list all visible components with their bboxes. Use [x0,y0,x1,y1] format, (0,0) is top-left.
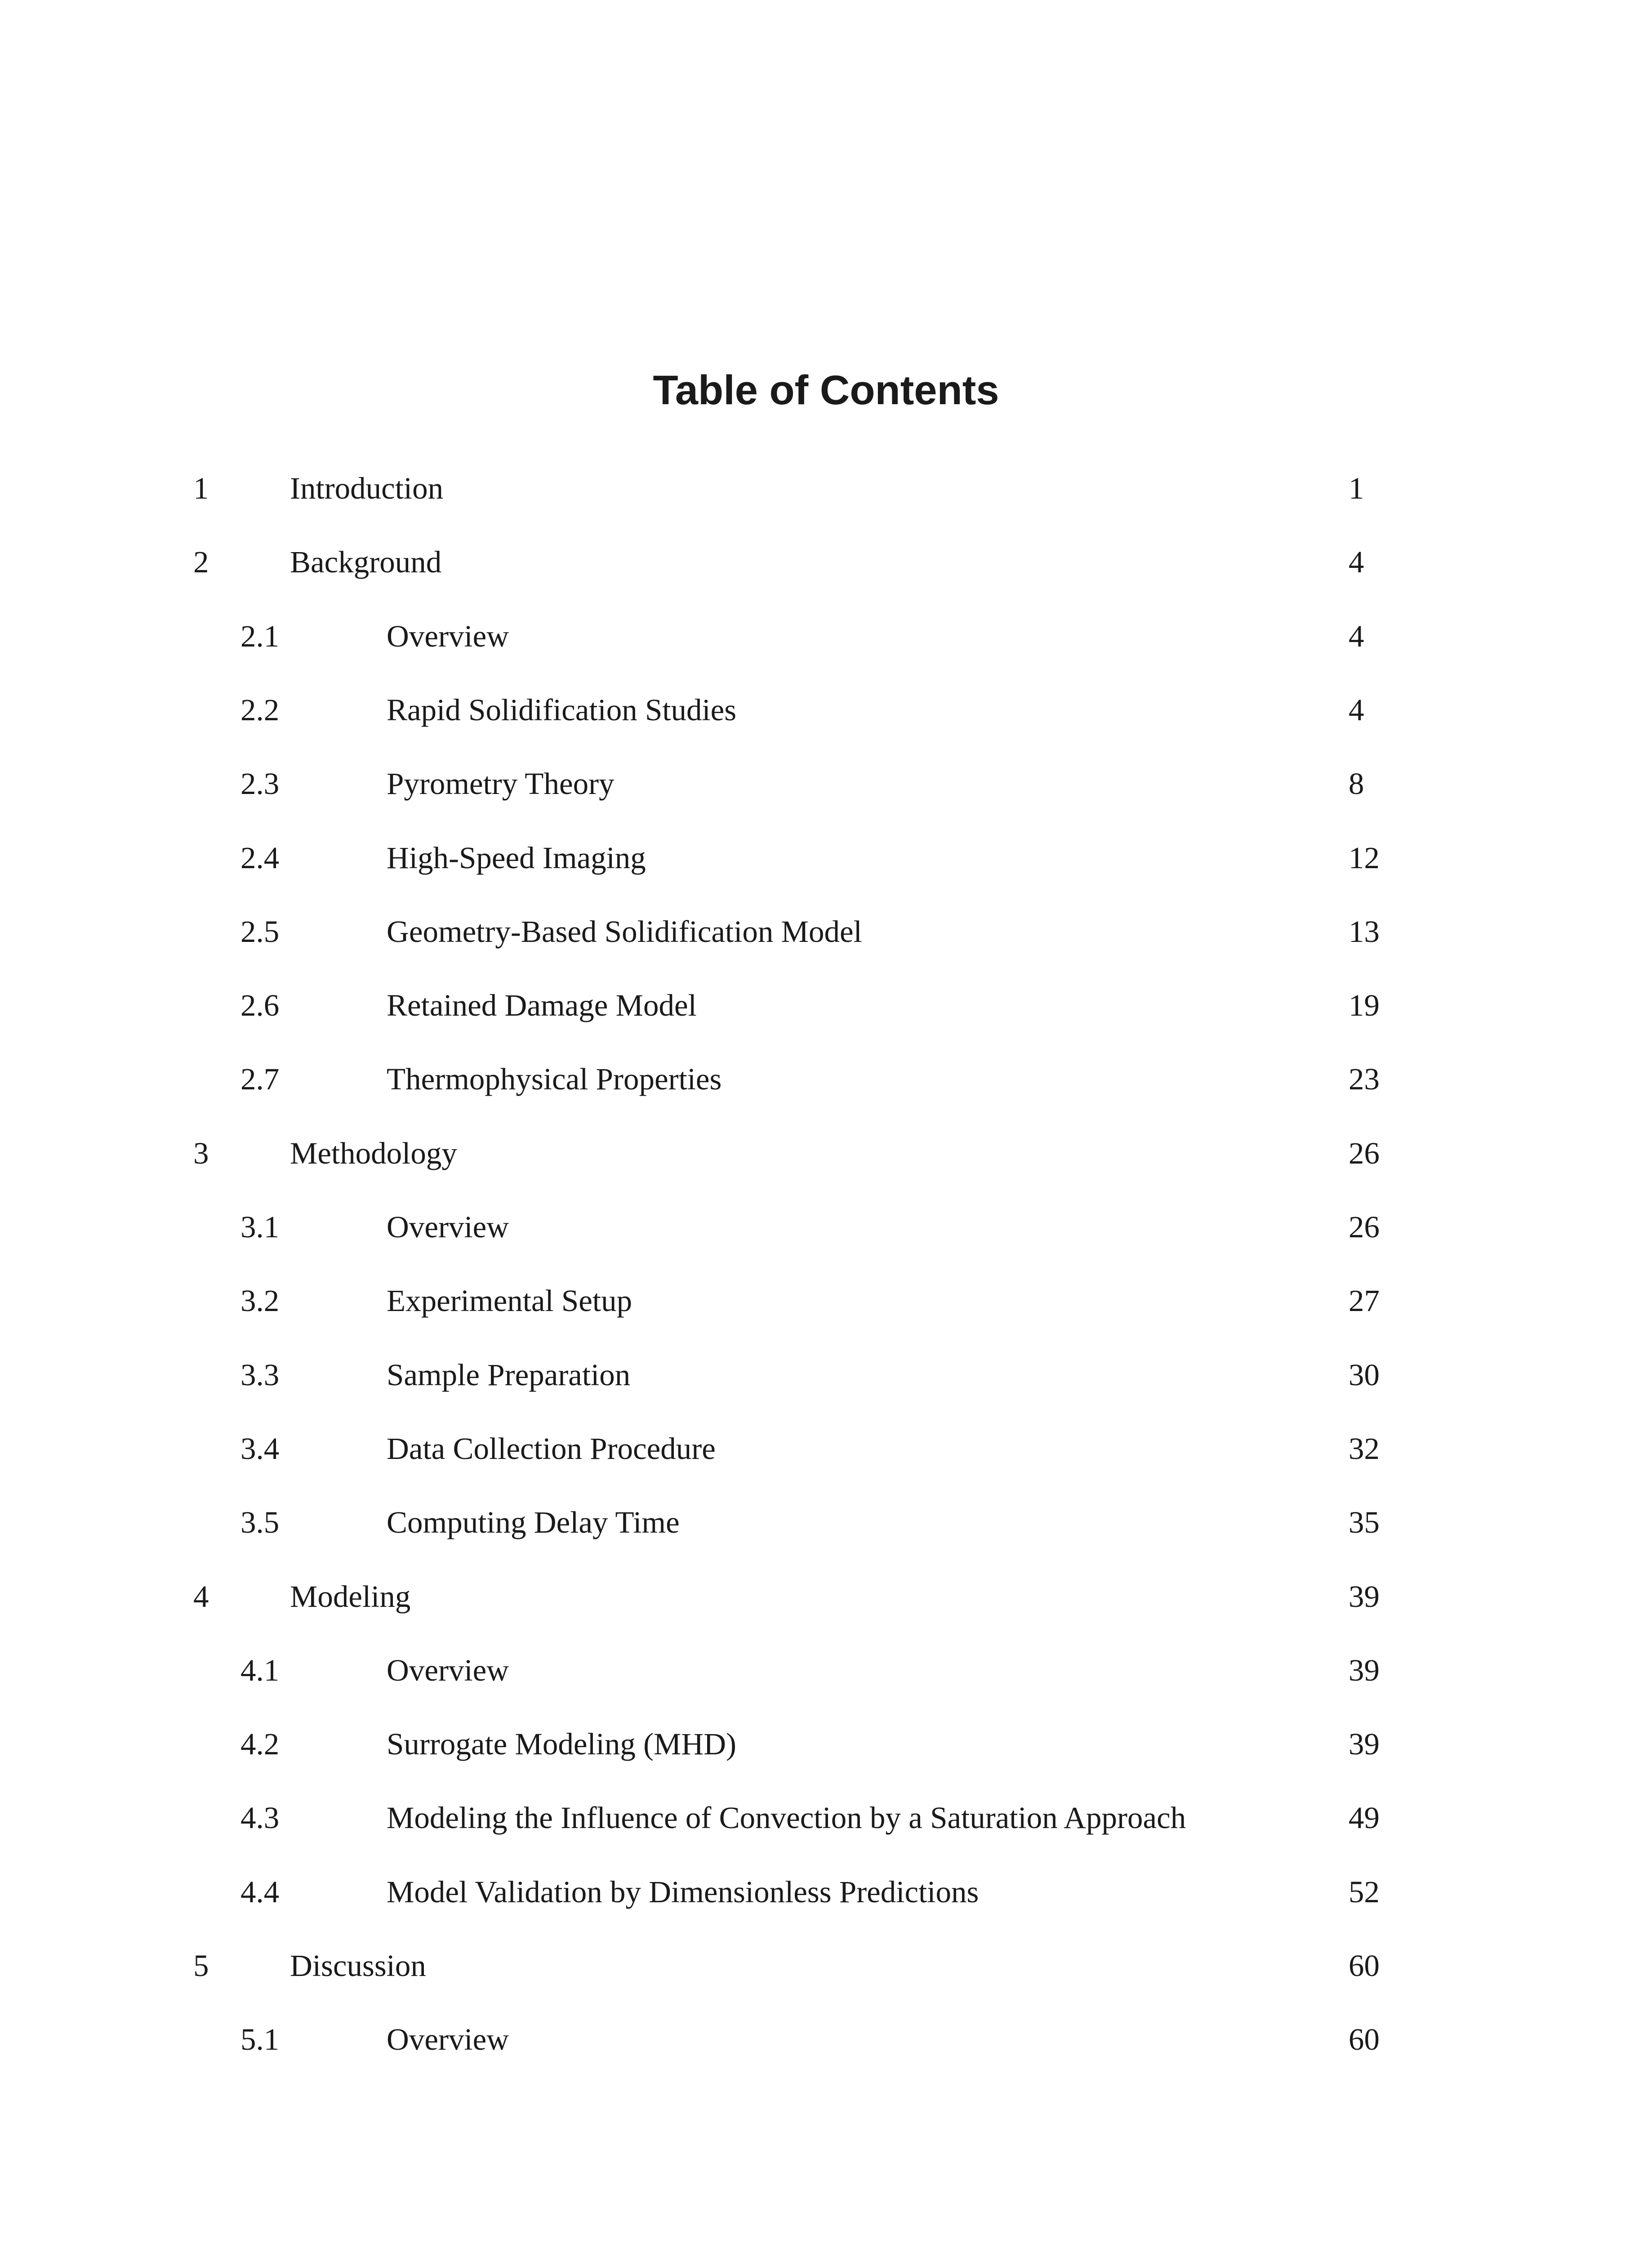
toc-entry-number: 3.1 [240,1210,280,1244]
toc-entry-title: Thermophysical Properties [387,1062,722,1096]
toc-entry-title: Computing Delay Time [387,1505,680,1539]
toc-entry-page: 60 [1349,2022,1380,2056]
toc-entry-page: 26 [1349,1136,1380,1170]
toc-chapter-entry [0,1570,1652,1624]
toc-entry-page: 30 [1349,1358,1380,1392]
toc-section-entry [0,1348,1652,1402]
toc-entry-title: Experimental Setup [387,1284,632,1318]
toc-entry-title: Sample Preparation [387,1358,631,1392]
toc-entry-title: Background [290,545,442,579]
toc-section-entry [0,905,1652,959]
toc-entry-number: 1 [193,471,209,505]
toc-entry-number: 5.1 [240,2022,280,2056]
toc-entry-page: 35 [1349,1505,1380,1539]
toc-entry-number: 4.2 [240,1727,280,1761]
toc-section-entry [0,757,1652,811]
toc-entry-page: 4 [1349,545,1364,579]
toc-entry-number: 2.4 [240,841,280,875]
toc-entry-title: Modeling the Influence of Convection by a Saturation Approach [387,1801,1186,1835]
toc-entry-number: 2.5 [240,914,280,949]
toc-entry-page: 60 [1349,1949,1380,1983]
toc-section-entry [0,1865,1652,1919]
toc-entry-page: 27 [1349,1284,1380,1318]
toc-entry-page: 23 [1349,1062,1380,1096]
toc-entry-number: 5 [193,1949,209,1983]
toc-entry-number: 2 [193,545,209,579]
toc-section-entry [0,1052,1652,1106]
toc-entry-number: 3.2 [240,1284,280,1318]
toc-entry-page: 12 [1349,841,1380,875]
toc-entry-page: 52 [1349,1875,1380,1909]
toc-entry-title: Overview [387,2022,509,2056]
toc-entry-title: Model Validation by Dimensionless Predictions [387,1875,979,1909]
toc-entry-title: Discussion [290,1949,426,1983]
toc-entry-title: Introduction [290,471,444,505]
toc-section-entry [0,1495,1652,1549]
toc-entry-number: 2.2 [240,693,280,727]
toc-entry-page: 32 [1349,1432,1380,1466]
toc-entry-title: Overview [387,1653,509,1687]
toc-entry-number: 4.1 [240,1653,280,1687]
toc-entry-number: 4 [193,1579,209,1614]
toc-section-entry [0,2012,1652,2066]
toc-entry-title: Data Collection Procedure [387,1432,716,1466]
toc-entry-number: 3.5 [240,1505,280,1539]
toc-entry-title: Overview [387,1210,509,1244]
toc-entry-page: 39 [1349,1653,1380,1687]
toc-entry-page: 49 [1349,1801,1380,1835]
toc-section-entry [0,831,1652,885]
toc-chapter-entry [0,1939,1652,1993]
toc-entry-page: 26 [1349,1210,1380,1244]
toc-entry-number: 2.3 [240,767,280,801]
toc-chapter-entry [0,1126,1652,1180]
toc-section-entry [0,1200,1652,1254]
toc-entry-number: 3.4 [240,1432,280,1466]
toc-entry-title: Methodology [290,1136,457,1170]
toc-entry-page: 13 [1349,914,1380,949]
toc-entry-title: Surrogate Modeling (MHD) [387,1727,737,1761]
toc-entry-number: 3.3 [240,1358,280,1392]
toc-entry-title: Modeling [290,1579,411,1614]
toc-entry-page: 8 [1349,767,1364,801]
toc-entry-title: Rapid Solidification Studies [387,693,737,727]
toc-entry-title: Pyrometry Theory [387,767,614,801]
toc-section-entry [0,978,1652,1032]
toc-chapter-entry [0,461,1652,515]
toc-entry-title: Geometry-Based Solidification Model [387,914,862,949]
toc-section-entry [0,1274,1652,1328]
toc-entry-number: 4.4 [240,1875,280,1909]
toc-entry-number: 2.6 [240,988,280,1022]
toc-entry-number: 3 [193,1136,209,1170]
toc-entry-page: 4 [1349,693,1364,727]
toc-entry-page: 19 [1349,988,1380,1022]
toc-section-entry [0,1791,1652,1845]
toc-section-entry [0,1717,1652,1771]
toc-section-entry [0,1643,1652,1697]
toc-section-entry [0,609,1652,663]
toc-section-entry [0,683,1652,737]
toc-entry-page: 39 [1349,1579,1380,1614]
toc-entry-page: 1 [1349,471,1364,505]
toc-entry-number: 2.7 [240,1062,280,1096]
toc-entry-number: 2.1 [240,619,280,653]
toc-entry-number: 4.3 [240,1801,280,1835]
toc-entry-title: Retained Damage Model [387,988,697,1022]
toc-section-entry [0,1422,1652,1476]
toc-entry-title: Overview [387,619,509,653]
toc-title: Table of Contents [653,367,999,413]
toc-entry-page: 4 [1349,619,1364,653]
toc-chapter-entry [0,535,1652,589]
toc-entry-page: 39 [1349,1727,1380,1761]
toc-entry-title: High-Speed Imaging [387,841,646,875]
